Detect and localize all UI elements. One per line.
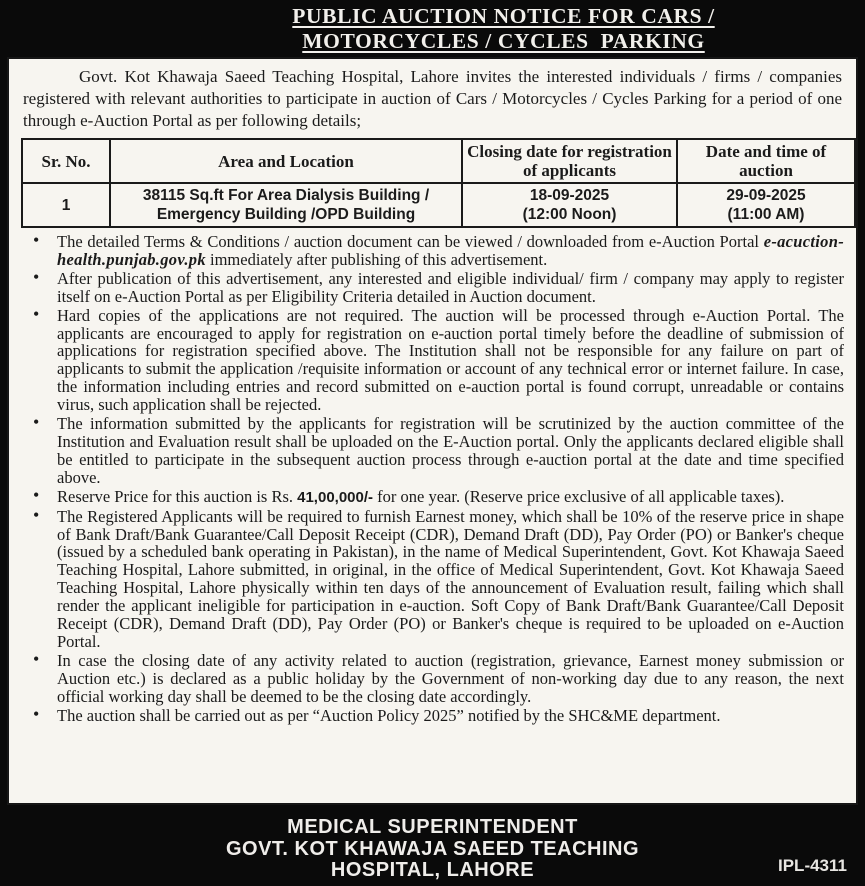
reserve-price-amount: 41,00,000/- [297, 488, 374, 506]
footer-designation: MEDICAL SUPERINTENDENT [287, 816, 578, 838]
table-header-row [22, 139, 855, 183]
closing-date: 18-09-2025 [529, 187, 610, 204]
cell-area-location [110, 183, 462, 227]
bullet-closing-holiday [21, 652, 844, 706]
bullet-auction-policy [21, 707, 844, 725]
column-header-sr-no: Sr. No. [22, 139, 110, 183]
bullet-text: for one year. (Reserve price exclusive of all applicable taxes). [373, 486, 785, 506]
bullet-text: After publication of this advertisement, any interested and eligible individual/ firm / company may apply to register itself on e-Auction Portal as per Eligibility Criteria detailed in Auction document. [57, 268, 844, 306]
bullet-reserve-price [21, 488, 844, 507]
notice-header [0, 0, 865, 57]
auction-date: 29-09-2025 [726, 187, 806, 204]
footer-org-line1: GOVT. KOT KHAWAJA SAEED TEACHING [225, 837, 640, 860]
page-title-line1: PUBLIC AUCTION NOTICE FOR CARS / [292, 4, 715, 28]
page-title-line2: MOTORCYCLES / CYCLES PARKING [302, 29, 705, 53]
bullet-hard-copies [21, 307, 844, 414]
auction-schedule-table [21, 138, 856, 228]
intro-paragraph: Govt. Kot Khawaja Saeed Teaching Hospital, Lahore invites the interested individuals / firms / companies registered with relevant authorities to participate in auction of Cars / Motorcycles / Cycles Parking for a period of one through e-Auction Portal as per following details; [23, 67, 842, 130]
column-header-area-location: Area and Location [110, 139, 462, 183]
notice-body [7, 57, 858, 805]
bullet-publication [21, 270, 844, 306]
table-row [22, 183, 855, 227]
bullet-terms-conditions [21, 233, 844, 269]
bullet-text: The auction shall be carried out as per “Auction Policy 2025” notified by the SHC&ME department. [57, 705, 721, 725]
bullet-text: Hard copies of the applications are not required. The auction will be processed through e-Auction Portal. The applicants are encouraged to apply for registration on e-auction portal timely before the deadline of submission of applications for registration specified above. The Institution shall not be responsible for any failure on part of applicants to submit the application /requisite information or account of any technical error or internet failure. In case, the information including entries and record submitted on e-auction portal is found corrupt, unreadable or contains virus, such application shall be rejected. [57, 305, 844, 415]
column-header-closing-date: Closing date for registration of applicants [462, 139, 677, 183]
footer-org-line2: HOSPITAL, LAHORE [330, 859, 535, 881]
advert-ref-number: IPL-4311 [778, 856, 847, 875]
cell-sr-no: 1 [22, 183, 110, 227]
bullet-text: The detailed Terms & Conditions / auction document can be viewed / downloaded from e-Auction Portal [57, 232, 764, 251]
bullet-text: In case the closing date of any activity related to auction (registration, grievance, Earnest money submission or Auction etc.) is declared as a public holiday by the Government of non-working day due to any reason, the next official working day shall be deemed to be the closing date accordingly. [57, 650, 844, 706]
bullet-text: immediately after publishing of this advertisement. [205, 249, 548, 269]
area-line2: Emergency Building /OPD Building [156, 206, 416, 223]
bullet-text: Reserve Price for this auction is Rs. [57, 486, 298, 506]
cell-closing-date [462, 183, 677, 227]
auction-time: (11:00 AM) [727, 206, 805, 223]
terms-bullet-list [21, 233, 844, 724]
area-line1: 38115 Sq.ft For Area Dialysis Building / [142, 187, 430, 204]
bullet-scrutiny [21, 415, 844, 487]
closing-time: (12:00 Noon) [522, 206, 617, 223]
portal-url: e-acuction-health.punjab.gov.pk [57, 232, 844, 269]
column-header-auction-date: Date and time of auction [677, 139, 855, 183]
bullet-text: The information submitted by the applicants for registration will be scrutinized by the auction committee of the Institution and Evaluation result shall be uploaded on the E-Auction portal. Only the applicants declared eligible shall be entitled to participate in the subsequent auction process through e-auction portal at the date and time specified above. [57, 414, 844, 487]
bullet-text: The Registered Applicants will be required to furnish Earnest money, which shall be 10% of the reserve price in shape of Bank Draft/Bank Guarantee/Call Deposit Receipt (CDR), Demand Draft (DD), Pay Order (PO) or Banker's cheque (issued by a scheduled bank operating in Pakistan), in the name of Medical Superintendent, Govt. Kot Khawaja Saeed Teaching Hospital, Lahore submitted, in original, in the office of Medical Superintendent, Govt. Kot Khawaja Saeed Teaching Hospital, Lahore physically within ten days of the announcement of Evaluation result, failing which shall render the applicant ineligible for participation in e-auction. Soft Copy of Bank Draft/Bank Guarantee/Call Deposit Receipt (CDR), Demand Draft (DD), Pay Order (PO) or Banker's cheque is required to be uploaded on e-Auction Portal. [57, 506, 844, 651]
notice-footer [0, 805, 865, 886]
cell-auction-date [677, 183, 855, 227]
bullet-earnest-money [21, 508, 844, 651]
